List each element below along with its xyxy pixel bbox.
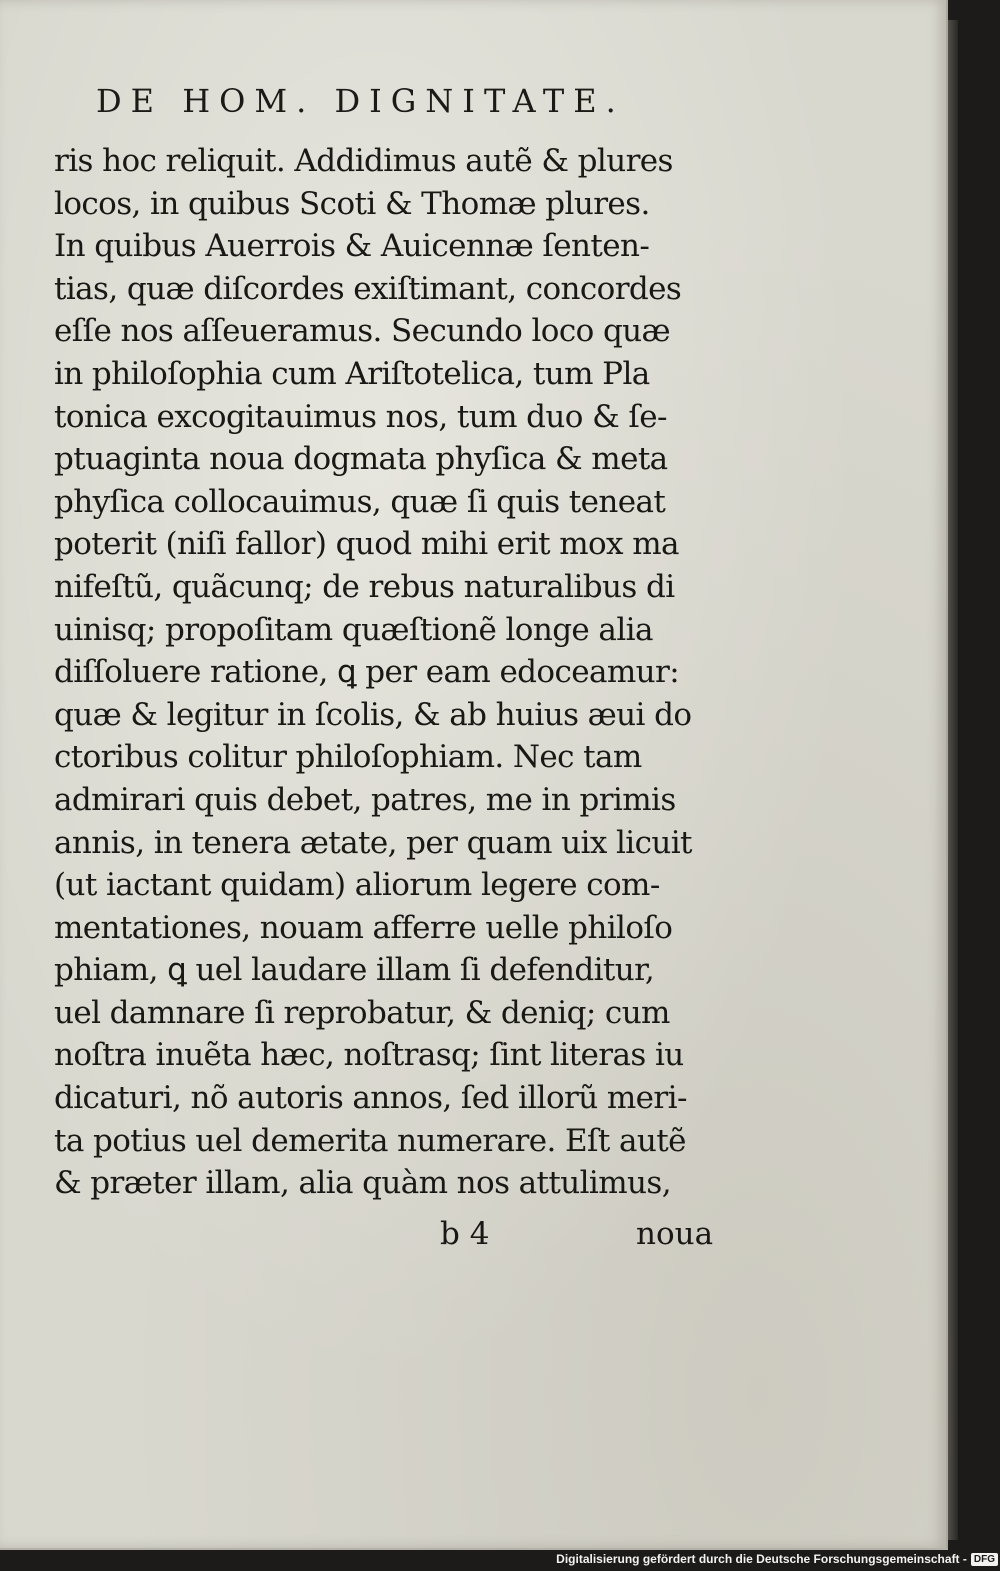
text-line: ta potius uel demerita numerare. Eſt autẽ (54, 1122, 686, 1159)
text-line: quæ & legitur in ſcolis, & ab huius æui do (54, 696, 692, 733)
text-line: diſſoluere ratione, ꝗ per eam edoceamur: (54, 654, 680, 691)
text-line: in philoſophia cum Ariſtotelica, tum Pla (54, 355, 650, 392)
text-line: phyſica collocauimus, quæ ſi quis teneat (54, 483, 666, 520)
text-line: annis, in tenera ætate, per quam uix licuit (54, 824, 692, 861)
text-line: nifeſtũ, quãcunq; de rebus naturalibus di (54, 568, 675, 605)
signature-mark: b 4 (440, 1216, 490, 1252)
text-line: noſtra inuẽta hæc, noſtrasq; ſint literas iu (54, 1037, 684, 1074)
text-line: locos, in quibus Scoti & Thomæ plures. (54, 185, 650, 222)
text-line: ctoribus colitur philoſophiam. Nec tam (54, 739, 642, 776)
text-line: poterit (niſi fallor) quod mihi erit mox ma (54, 526, 679, 563)
text-line: eſſe nos aſſeueramus. Secundo loco quæ (54, 313, 671, 350)
dfg-logo: DFG (971, 1553, 998, 1566)
text-line: phiam, ꝗ uel laudare illam ſi defenditur, (54, 952, 655, 989)
text-line: dicaturi, nõ autoris annos, ſed illorũ meri- (54, 1080, 687, 1117)
text-line: tias, quæ diſcordes exiſtimant, concordes (54, 270, 682, 307)
catchword: noua (636, 1216, 714, 1252)
text-line: admirari quis debet, patres, me in primis (54, 781, 676, 818)
text-line: ptuaginta noua dogmata phyſica & meta (54, 441, 668, 478)
text-line: (ut iactant quidam) aliorum legere com- (54, 867, 660, 904)
running-head: DE HOM. DIGNITATE. (96, 82, 625, 120)
text-line: tonica excogitauimus nos, tum duo & ſe- (54, 398, 667, 435)
credit-text: Digitalisierung gefördert durch die Deutsche Forschungsgemeinschaft - (556, 1552, 967, 1566)
body-text (54, 140, 754, 1205)
text-line: ris hoc reliquit. Addidimus autẽ & plures (54, 143, 673, 179)
text-line: uel damnare ſi reprobatur, & deniq; cum (54, 994, 670, 1031)
digitization-credit (556, 1549, 998, 1569)
text-line: & præter illam, alia quàm nos attulimus, (54, 1165, 671, 1202)
text-line: mentationes, nouam afferre uelle philoſo (54, 909, 673, 946)
text-line: In quibus Auerrois & Auicennæ ſenten- (54, 228, 650, 265)
text-line: uinisq; propoſitam quæſtionẽ longe alia (54, 611, 653, 648)
